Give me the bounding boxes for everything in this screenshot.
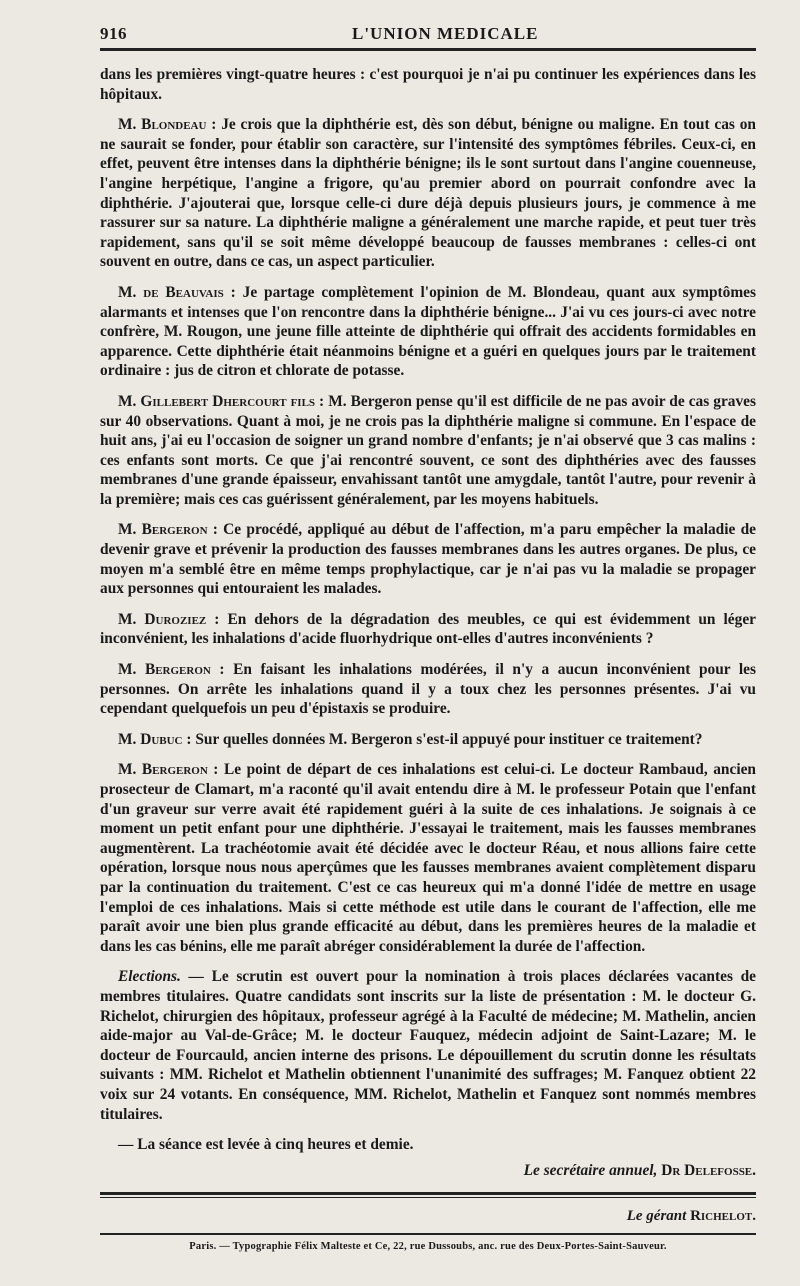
gerant-role: Le gérant <box>626 1208 687 1225</box>
running-head <box>100 18 756 48</box>
paragraph-text: dans les premières vingt-quatre heures : c'est pourquoi je n'ai pu continuer les expériences dans les hôpitaux. <box>100 66 756 103</box>
paragraph-text: Sur quelles données M. Bergeron s'est-il appuyé pour instituer ce traitement? <box>195 730 703 748</box>
speaker-name: M. Duroziez : <box>118 610 220 628</box>
header-rule <box>100 48 756 51</box>
paragraph <box>100 283 756 381</box>
page-number: 916 <box>100 24 127 43</box>
paragraph-text: Je crois que la diphthérie est, dès son début, bénigne ou maligne. En tout cas on ne saurait se fonder, pour établir son caractère, sur l'intensité des symptômes fébriles. Ceux-ci, en effet, peuvent être intenses dans la diphthérie bénigne; ils le sont surtout dans l'angine couenneuse, l'angine herpétique, l'angine a frigore, qu'au premier abord on pourrait confondre avec la diphthérie. J'ajouterai que, lorsque celle-ci dure déjà depuis plusieurs jours, je commence à me rassurer sur sa nature. La diphthérie maligne a généralement une marche rapide, et peut tuer très rapidement, sans qu'il se soit même développé beaucoup de fausses membranes : celles-ci ont souvent en outre, dans ce cas, un aspect particulier. <box>100 116 756 271</box>
gerant-name: Richelot. <box>690 1208 756 1225</box>
adjournment-line: — La séance est levée à cinq heures et demie. <box>118 1136 414 1154</box>
paragraph-text: En dehors de la dégradation des meubles, ce qui est évidemment un léger inconvénient, les inhalations d'acide fluorhydrique ont-elles d'autres inconvénients ? <box>100 610 756 648</box>
paragraph <box>100 660 756 719</box>
speaker-name: M. de Beauvais : <box>118 283 236 301</box>
printer-imprint: Paris. — Typographie Félix Malteste et Ce, 22, rue Dussoubs, anc. rue des Deux-Portes-Saint-Sauveur. <box>189 1241 667 1253</box>
paragraph <box>100 65 756 104</box>
paragraph-text: Le scrutin est ouvert pour la nomination à trois places déclarées vacantes de membres titulaires. Quatre candidats sont inscrits sur la liste de présentation : M. le docteur G. Richelot, chirurgien des hôpitaux, professeur agrégé à la Faculté de médecine; M. Mathelin, ancien aide-major au Val-de-Grâce; M. le docteur Fauquez, médecin adjoint de Saint-Lazare; M. le docteur de Fourcauld, ancien interne des prisons. Le dépouillement du scrutin donne les résultats suivants : MM. Richelot et Mathelin obtiennent l'unanimité des suffrages; M. Fanquez obtient 22 voix sur 24 votants. En conséquence, MM. Richelot, Mathelin et Fanquez sont nommés membres titulaires. <box>100 968 756 1123</box>
speaker-name: M. Bergeron : <box>118 521 218 539</box>
paragraph-text: M. Bergeron pense qu'il est difficile de ne pas avoir de cas graves sur 40 observations. Quant à moi, je ne crois pas la diphthérie maligne si commune. En l'espace de huit ans, j'ai eu l'occasion de soigner un grand nombre d'enfants; je n'ai observé que 3 cas malins : ces enfants sont morts. Ce que j'ai rencontré souvent, ce sont des diphthéries avec des fausses membranes d'une grande épaisseur, envahissant tantôt une amygdale, tantôt l'autre, pour revenir à la première; mais ces cas guérissent généralement, par les moyens habituels. <box>100 392 756 508</box>
paragraph <box>100 610 756 649</box>
secretary-signature <box>100 1161 756 1181</box>
paragraph <box>100 392 756 510</box>
speaker-name: M. Dubuc : <box>118 730 192 748</box>
speaker-name: M. Bergeron : <box>118 661 225 679</box>
paragraph <box>100 520 756 598</box>
footer-rule <box>100 1233 756 1235</box>
paragraph-text: Ce procédé, appliqué au début de l'affection, m'a paru empêcher la maladie de devenir grave et prévenir la production des fausses membranes dans les autres organes. De plus, ce moyen m'a semblé être en même temps prophylactique, car je n'ai pas vu la maladie se propager aux personnes qui entouraient les malades. <box>100 521 756 598</box>
gerant-signature <box>100 1208 756 1225</box>
secretary-name: Dr Delefosse. <box>661 1161 756 1179</box>
paragraph <box>100 115 756 272</box>
secretary-role: Le secrétaire annuel, <box>523 1161 658 1179</box>
paragraph <box>100 967 756 1124</box>
paragraph <box>100 760 756 956</box>
section-label: Elections. — <box>118 968 204 986</box>
paragraph-text: Je partage complètement l'opinion de M. Blondeau, quant aux symptômes alarmants et intenses que l'on rencontre dans la diphthérie bénigne... J'ai vu ces jours-ci avec notre confrère, M. Rougon, une jeune fille atteinte de diphthérie qui offrait des accidents formidables en apparence. Cette diphthérie était néanmoins bénigne et a guéri en quelques jours par le traitement ordinaire : jus de citron et chlorate de potasse. <box>100 283 756 380</box>
closing-rule <box>100 1192 756 1198</box>
speaker-name: M. Bergeron : <box>118 761 219 779</box>
paragraph <box>100 730 756 750</box>
paragraph-text: Le point de départ de ces inhalations est celui-ci. Le docteur Rambaud, ancien prosecteur de Clamart, m'a raconté qu'il avait entendu dire à M. le professeur Potain que l'enfant d'un graveur sur verre avait été rapidement guéri à la suite de ces inhalations. Je soignais à ce moment un petit enfant pour une diphthérie. J'essayai le traitement, mais les fausses membranes augmentèrent. La trachéotomie avait été décidée avec le docteur Réau, et nous allions faire cette opération, lorsque nous nous aperçûmes que les fausses membranes avaient complètement disparu par la continuation du traitement. C'est ce cas heureux qui m'a donné l'idée de mettre en usage l'emploi de ces inhalations. Mais si cette méthode est utile dans le courant de l'affection, elle me paraît avoir une bien plus grande efficacité au début, dans les premières heures de la maladie et dans les cas bénins, elle me paraît abréger considérablement la durée de l'affection. <box>100 761 756 955</box>
journal-title: L'UNION MEDICALE <box>352 24 539 43</box>
paragraph-text: En faisant les inhalations modérées, il n'y a aucun inconvénient pour les personnes. On arrête les inhalations quand il y a toux chez les personnes présentes. J'ai vu cependant quelquefois un peu d'épistaxis se produire. <box>100 661 756 718</box>
speaker-name: M. Blondeau : <box>118 116 217 134</box>
article-body <box>100 65 756 1180</box>
speaker-name: M. Gillebert Dhercourt fils : <box>118 392 325 410</box>
